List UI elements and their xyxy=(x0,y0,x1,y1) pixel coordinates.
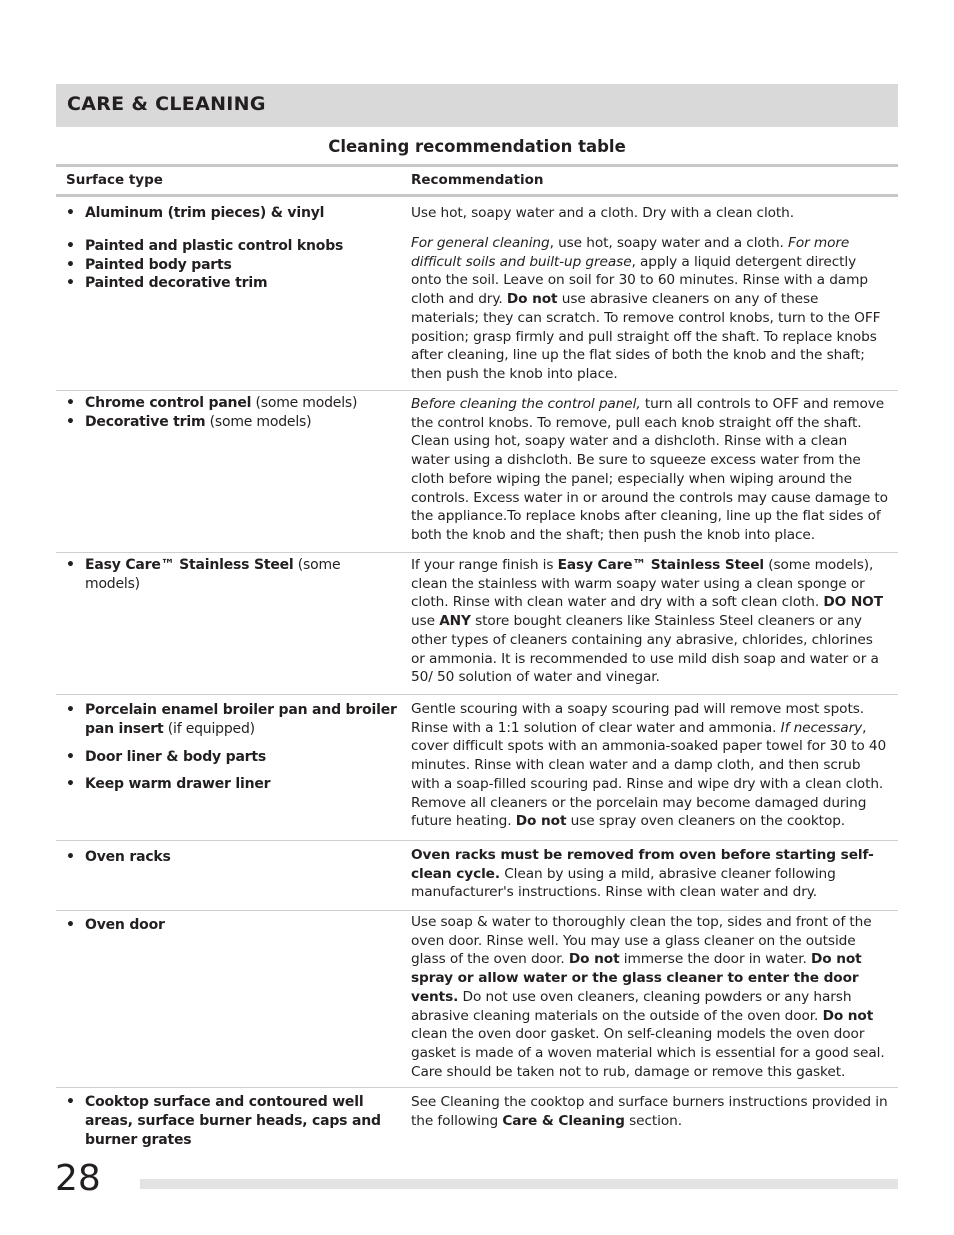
surface-type-note: (some models) xyxy=(251,395,358,411)
recommendation-text: Do not xyxy=(515,813,567,830)
surface-type-item xyxy=(66,775,398,794)
recommendation-cell xyxy=(411,204,889,223)
recommendation-text: section. xyxy=(624,1112,682,1129)
table-top-rule xyxy=(56,164,898,167)
recommendation-cell xyxy=(411,913,889,1081)
recommendation-text: (some models), clean the stainless with warm soapy water using a clean sponge or cloth. Rinse with clean water and dry with a soft clean cloth. xyxy=(411,557,874,611)
surface-type-item xyxy=(66,748,398,767)
recommendation-text: , apply a liquid detergent directly onto the soil. Leave on soil for 30 to 60 minutes. Rinse with a damp cloth and dry. xyxy=(411,253,868,308)
surface-type-item xyxy=(66,848,398,867)
surface-type-item xyxy=(66,204,398,223)
recommendation-cell xyxy=(411,846,889,902)
recommendation-text: Do not xyxy=(506,291,558,308)
section-header-band xyxy=(56,84,898,127)
recommendation-text: Care & Cleaning xyxy=(502,1112,625,1129)
recommendation-text: ANY xyxy=(439,613,471,630)
recommendation-text: DO NOT xyxy=(823,594,883,611)
recommendation-text: Do not xyxy=(822,1007,874,1024)
recommendation-cell xyxy=(411,556,889,687)
recommendation-text: , use hot, soapy water and a cloth. xyxy=(549,235,789,251)
surface-type-label: Oven door xyxy=(85,917,165,933)
recommendation-text: use abrasive cleaners on any of these materials; they can scratch. To remove control knobs, turn to the OFF position; grasp firmly and pull straight off the shaft. To replace knobs after cleaning, line up the flat sides of both the knob and the shaft; then push the knob into place. xyxy=(411,291,881,382)
surface-type-label: Painted decorative trim xyxy=(85,275,268,291)
row-divider xyxy=(56,390,898,391)
surface-type-item xyxy=(66,1093,398,1150)
recommendation-text: Do not xyxy=(568,951,620,968)
recommendation-text: Do not use oven cleaners, cleaning powders or any harsh abrasive cleaning materials on the outside of the oven door. xyxy=(411,988,852,1024)
recommendation-text: Clean by using a mild, abrasive cleaner following manufacturer's instructions. Rinse with clean water and dry. xyxy=(411,865,836,901)
surface-type-item xyxy=(66,237,398,256)
surface-type-note: (some models) xyxy=(205,414,312,430)
surface-type-label: Oven racks xyxy=(85,849,171,865)
row-divider xyxy=(56,1087,898,1088)
recommendation-text: Gentle scouring with a soapy scouring pad will remove most spots. Rinse with a 1:1 solution of clear water and ammonia. xyxy=(411,701,865,736)
recommendation-text: use spray oven cleaners on the cooktop. xyxy=(566,813,846,830)
surface-type-item xyxy=(66,394,398,413)
recommendation-text: If necessary xyxy=(780,719,863,736)
table-title: Cleaning recommendation table xyxy=(328,137,626,156)
surface-type-item xyxy=(66,556,398,594)
recommendation-text: use xyxy=(411,613,440,630)
recommendation-cell xyxy=(411,395,889,545)
recommendation-text: See Cleaning the cooktop and surface burners instructions provided in the following xyxy=(411,1094,888,1129)
row-divider xyxy=(56,552,898,553)
recommendation-text: Use soap & water to thoroughly clean the top, sides and front of the oven door. Rinse well. You may use a glass cleaner on the outside glass of the oven door. xyxy=(411,914,872,968)
surface-type-label: Decorative trim xyxy=(85,414,206,430)
recommendation-text: clean the oven door gasket. On self-cleaning models the oven door gasket is made of a woven material which is essential for a good seal. Care should be taken not to rub, damage or remove this gasket. xyxy=(411,1026,885,1080)
recommendation-text: , cover difficult spots with an ammonia-soaked paper towel for 30 to 40 minutes. Rinse with clean water and a damp cloth, and then scrub with a soap-filled scouring pad. Rinse and wipe dry with a clean cloth. Remove all cleaners or the porcelain may become damaged during future heating. xyxy=(411,719,887,830)
surface-type-label: Cooktop surface and contoured well areas, surface burner heads, caps and burner grates xyxy=(85,1094,381,1148)
surface-type-label: Door liner & body parts xyxy=(85,749,267,765)
surface-type-label: Porcelain enamel broiler pan and broiler pan insert xyxy=(85,702,397,737)
surface-type-label: Easy Care™ Stainless Steel xyxy=(85,557,294,573)
recommendation-text: Do not spray or allow water or the glass cleaner to enter the door vents. xyxy=(411,951,862,1005)
recommendation-text: Before cleaning the control panel, xyxy=(411,396,641,412)
surface-type-note: (if equipped) xyxy=(163,721,255,737)
recommendation-text: For general cleaning xyxy=(411,235,550,251)
recommendation-text: Easy Care™ Stainless Steel xyxy=(557,557,764,573)
surface-type-item xyxy=(66,256,398,275)
recommendation-text: Use hot, soapy water and a cloth. Dry with a clean cloth. xyxy=(411,205,795,221)
recommendation-cell xyxy=(411,700,889,831)
recommendation-cell xyxy=(411,234,889,384)
column-header-recommendation: Recommendation xyxy=(411,172,544,188)
recommendation-text: immerse the door in water. xyxy=(619,951,811,968)
recommendation-text: For more difficult soils and built-up grease xyxy=(411,235,850,270)
surface-type-item xyxy=(66,701,398,739)
recommendation-text: If your range finish is xyxy=(411,557,558,573)
surface-type-item xyxy=(66,274,398,293)
recommendation-cell xyxy=(411,1093,889,1130)
section-title: CARE & CLEANING xyxy=(67,93,266,115)
header-bottom-rule xyxy=(56,194,898,197)
surface-type-item xyxy=(66,413,398,432)
surface-type-label: Painted body parts xyxy=(85,257,232,273)
recommendation-text: turn all controls to OFF and remove the control knobs. To remove, pull each knob straight off the shaft. Clean using hot, soapy water and a dishcloth. Rinse with a clean water using a dishcloth. Be sure to squeeze excess water from the cloth before wiping the panel; especially when wiping around the controls. Excess water in or around the controls may cause damage to the appliance.To replace knobs after cleaning, line up the flat sides of both the knob and the shaft; then push the knob into place. xyxy=(411,396,888,543)
column-header-surface: Surface type xyxy=(66,172,163,188)
recommendation-text: store bought cleaners like Stainless Steel cleaners or any other types of cleaners containing any abrasive, chlorides, chlorines or ammonia. It is recommended to use mild dish soap and water or a 50/ 50 solution of water and vinegar. xyxy=(411,613,879,686)
surface-type-label: Aluminum (trim pieces) & vinyl xyxy=(85,205,325,221)
recommendation-text: Oven racks must be removed from oven before starting self-clean cycle. xyxy=(411,847,874,882)
page-number: 28 xyxy=(55,1158,101,1199)
row-divider xyxy=(56,840,898,841)
surface-type-note: (some models) xyxy=(85,557,341,592)
surface-type-label: Painted and plastic control knobs xyxy=(85,238,344,254)
footer-bar xyxy=(140,1179,898,1189)
row-divider xyxy=(56,694,898,695)
surface-type-item xyxy=(66,916,398,935)
surface-type-label: Chrome control panel xyxy=(85,395,252,411)
surface-type-label: Keep warm drawer liner xyxy=(85,776,271,792)
row-divider xyxy=(56,910,898,911)
